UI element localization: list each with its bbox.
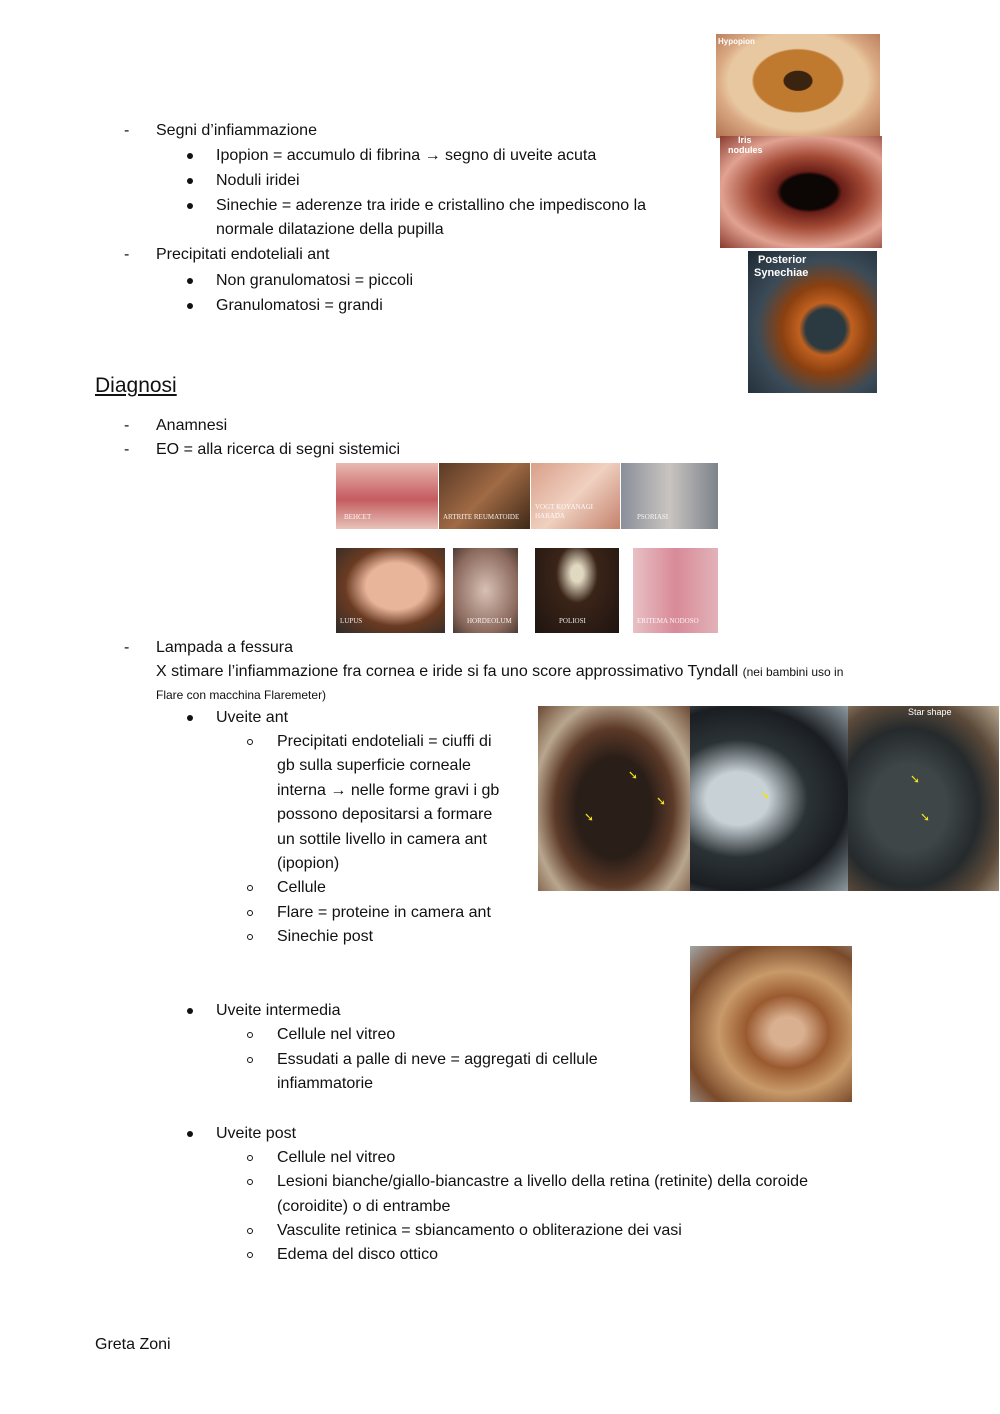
footer-author: Greta Zoni [95,1336,171,1353]
list-item: Granulomatosi = grandi [216,297,383,314]
bullet [187,178,193,184]
bullet [187,715,193,721]
paragraph-cont: Flare con macchina Flaremeter) [156,688,327,702]
snowballs-image [690,946,852,1102]
image-label: nodules [728,145,763,155]
sub-item: Vasculite retinica = sbiancamento o obliterazione dei vasi [277,1222,682,1239]
sub-item: Cellule [277,879,326,896]
arrow-icon: ➘ [584,810,595,824]
list-item: Lampada a fessura [156,639,293,656]
list-item: EO = alla ricerca di segni sistemici [156,441,401,458]
thumb-artrite: ARTRITE REUMATOIDE [439,463,530,529]
bullet [187,278,193,284]
thumb-behcet: BEHCET [336,463,438,529]
sub-bullet [247,934,253,940]
thumb-poliosi: POLIOSI [535,548,619,633]
sub-bullet [247,1032,253,1038]
sub-item: Sinechie post [277,928,374,945]
iris-nodules-image [720,136,882,248]
sub-item: Cellule nel vitreo [277,1149,396,1166]
list-item: Segni d’infiammazione [156,122,317,139]
sub-item-cont: interna → nelle forme gravi i gb [277,782,500,799]
sub-bullet [247,1179,253,1185]
sub-bullet [247,1252,253,1258]
sub-item-cont: un sottile livello in camera ant [277,831,487,848]
bullet [187,203,193,209]
sub-item: Edema del disco ottico [277,1246,438,1263]
arrow-icon: ➘ [760,788,771,802]
sub-item-cont: infiammatorie [277,1075,374,1092]
hypopion-image [716,34,880,138]
list-item: Uveite post [216,1125,297,1142]
list-item: Sinechie = aderenze tra iride e cristallino che impediscono la [216,197,647,214]
sub-bullet [247,1228,253,1234]
sub-bullet [247,910,253,916]
list-item-cont: normale dilatazione della pupilla [216,221,444,238]
thumb-eritema: ERITEMA NODOSO [633,548,718,633]
bullet [187,1131,193,1137]
sub-bullet [247,1057,253,1063]
list-item: Non granulomatosi = piccoli [216,272,413,289]
sub-item-cont: (ipopion) [277,855,340,872]
image-label: Posterior [758,254,807,266]
sub-item: Lesioni bianche/giallo-biancastre a livello della retina (retinite) della coroide [277,1173,808,1190]
keratic-precipitates-image-1 [538,706,690,891]
sub-bullet [247,885,253,891]
thumb-lupus: LUPUS [336,548,445,633]
sub-item: Flare = proteine in camera ant [277,904,491,921]
sub-item-cont: (coroidite) o di entrambe [277,1198,451,1215]
dash-marker: - [124,639,130,656]
dash-marker: - [124,441,130,458]
sub-item: Essudati a palle di neve = aggregati di cellule [277,1051,598,1068]
keratic-precipitates-image-2 [690,706,848,891]
list-item: Ipopion = accumulo di fibrina → segno di uveite acuta [216,147,597,164]
sub-bullet [247,739,253,745]
sub-item-cont: possono depositarsi a formare [277,806,493,823]
paragraph: X stimare l’infiammazione fra cornea e iride si fa uno score approssimativo Tyndall (nei bambini uso in [156,663,844,680]
thumb-vogt: VOGT KOYANAGI HARADA [531,463,620,529]
image-label: Synechiae [754,267,809,279]
bullet [187,1008,193,1014]
keratic-precipitates-image-3 [848,706,999,891]
thumb-psoriasi: PSORIASI [621,463,718,529]
list-item: Noduli iridei [216,172,300,189]
dash-marker: - [124,122,130,139]
list-item: Uveite intermedia [216,1002,341,1019]
image-label: Hypopion [718,37,755,46]
image-label: Iris [738,136,752,145]
bullet [187,303,193,309]
sub-item-cont: gb sulla superficie corneale [277,757,471,774]
list-item: Anamnesi [156,417,228,434]
list-item: Precipitati endoteliali ant [156,246,330,263]
list-item: Uveite ant [216,709,289,726]
sub-item: Precipitati endoteliali = ciuffi di [277,733,492,750]
dash-marker: - [124,246,130,263]
posterior-synechiae-image [748,251,877,393]
arrow-icon: ➘ [656,794,667,808]
arrow-icon: ➘ [628,768,639,782]
dash-marker: - [124,417,130,434]
image-label: Star shape [908,707,952,717]
bullet [187,153,193,159]
sub-bullet [247,1155,253,1161]
thumb-hordeolum: HORDEOLUM [453,548,518,633]
arrow-icon: ➘ [910,772,921,786]
arrow-icon: ➘ [920,810,931,824]
sub-item: Cellule nel vitreo [277,1026,396,1043]
section-heading: Diagnosi [95,374,177,397]
